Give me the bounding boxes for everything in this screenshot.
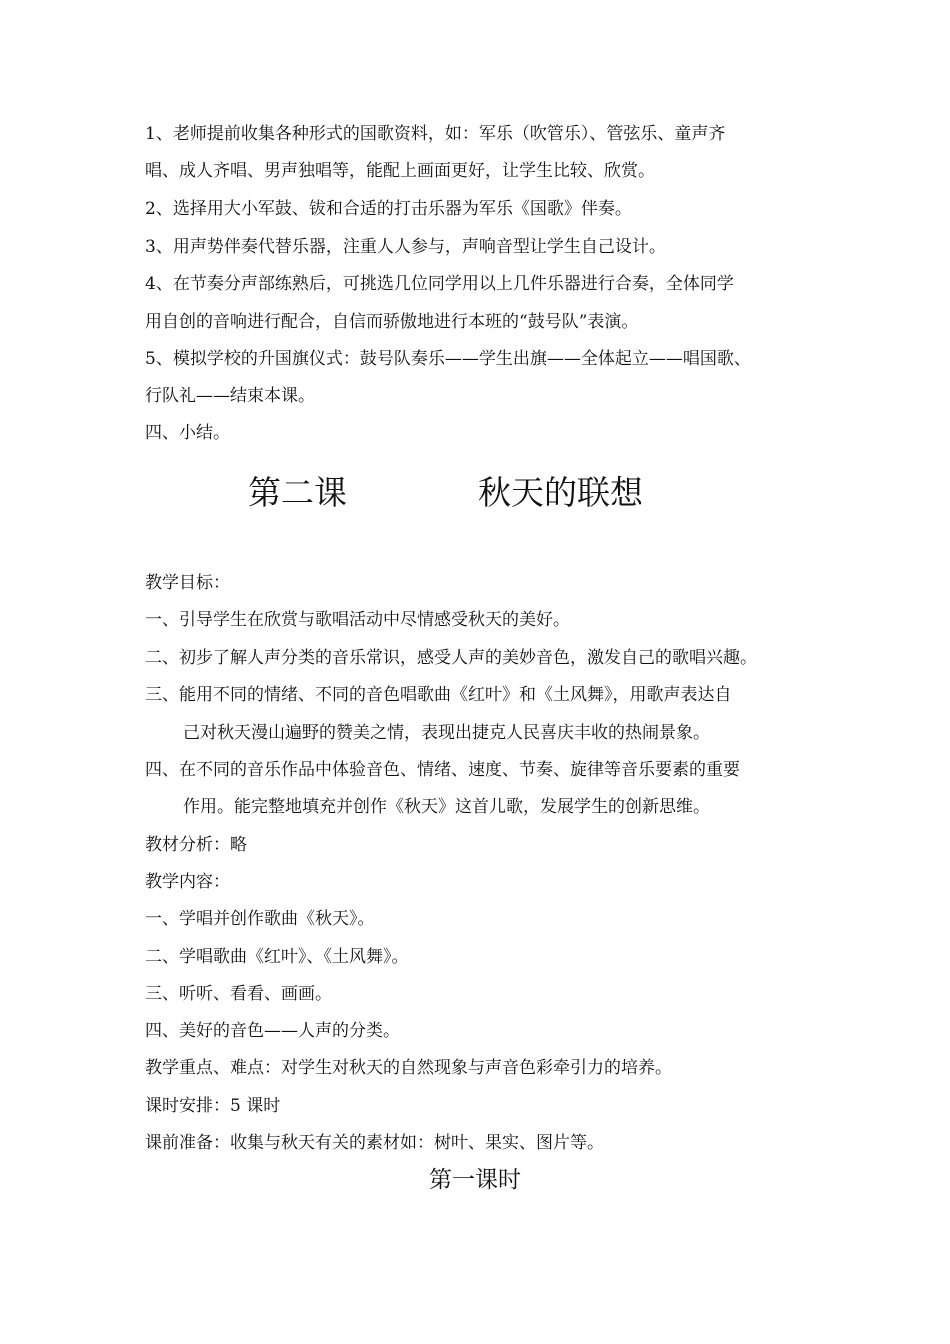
prev-step-2: 2、选择用大小军鼓、钹和合适的打击乐器为军乐《国歌》伴奏。 [145,199,632,219]
key-points: 教学重点、难点：对学生对秋天的自然现象与声音色彩牵引力的培养。 [145,1058,672,1078]
prev-summary-heading: 四、小结。 [145,423,230,443]
lesson-number: 第二课 [248,473,347,512]
goal-2: 二、初步了解人声分类的音乐常识，感受人声的美妙音色，激发自己的歌唱兴趣。 [145,648,757,668]
goal-3-line-2: 己对秋天漫山遍野的赞美之情，表现出捷克人民喜庆丰收的热闹景象。 [183,723,710,743]
goal-4-line-2: 作用。能完整地填充并创作《秋天》这首儿歌，发展学生的创新思维。 [183,797,710,817]
content-heading: 教学内容： [145,872,230,892]
content-item-1: 一、学唱并创作歌曲《秋天》。 [145,909,375,929]
prev-step-1-line-1: 1、老师提前收集各种形式的国歌资料，如：军乐（吹管乐）、管弦乐、童声齐 [145,124,726,144]
preparation: 课前准备：收集与秋天有关的素材如：树叶、果实、图片等。 [145,1133,604,1153]
prev-step-3: 3、用声势伴奏代替乐器，注重人人参与，声响音型让学生自己设计。 [145,237,666,257]
goal-1: 一、引导学生在欣赏与歌唱活动中尽情感受秋天的美好。 [145,610,570,630]
prev-step-4-line-1: 4、在节奏分声部练熟后，可挑选几位同学用以上几件乐器进行合奏，全体同学 [145,274,734,294]
content-item-4: 四、美好的音色——人声的分类。 [145,1021,400,1041]
schedule: 课时安排：5 课时 [145,1096,281,1116]
content-item-2: 二、学唱歌曲《红叶》、《土风舞》。 [145,947,409,967]
content-item-3: 三、听听、看看、画画。 [145,984,332,1004]
goals-heading: 教学目标： [145,573,230,593]
prev-step-5-line-1: 5、模拟学校的升国旗仪式：鼓号队奏乐——学生出旗——全体起立——唱国歌、 [145,349,751,369]
lesson-title [0,470,950,520]
prev-step-5-line-2: 行队礼——结束本课。 [145,386,315,406]
lesson-name: 秋天的联想 [478,473,643,512]
prev-step-4-line-2: 用自创的音响进行配合，自信而骄傲地进行本班的“鼓号队”表演。 [145,312,639,332]
goal-4-line-1: 四、在不同的音乐作品中体验音色、情绪、速度、节奏、旋律等音乐要素的重要 [145,760,740,780]
period-title: 第一课时 [429,1167,521,1193]
goal-3-line-1: 三、能用不同的情绪、不同的音色唱歌曲《红叶》和《土风舞》，用歌声表达自 [145,685,732,705]
material-analysis: 教材分析：略 [145,835,247,855]
prev-step-1-line-2: 唱、成人齐唱、男声独唱等，能配上画面更好，让学生比较、欣赏。 [145,161,655,181]
